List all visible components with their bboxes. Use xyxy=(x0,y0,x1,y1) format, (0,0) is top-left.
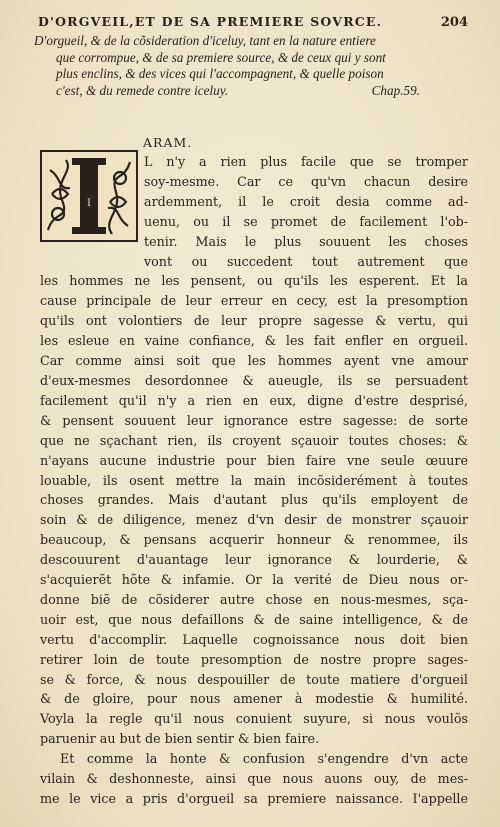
text-line: cause principale de leur erreur en cecy, est la presomption xyxy=(40,293,468,309)
text-line: qu'ils ont volontiers de leur propre sagesse & vertu, qui xyxy=(40,313,468,329)
text-line: soin & de diligence, menez d'vn desir de monstrer sçauoir xyxy=(40,512,468,528)
text-line: uoir est, que nous defaillons & de saine intelligence, & de xyxy=(40,611,468,627)
text-line: L n'y a rien plus facile que se tromper xyxy=(144,154,468,169)
chapter-summary xyxy=(34,33,466,99)
summary-line: D'orgueil, & de la cõsideration d'iceluy, tant en la nature entiere xyxy=(34,33,376,48)
text-line: uenu, ou il se promet de facilement l'ob- xyxy=(144,213,468,229)
running-title: D'ORGVEIL,ET DE SA PREMIERE SOVRCE. xyxy=(38,14,383,29)
text-line: vertu d'accomplir. Laquelle cognoissance nous doit bien xyxy=(40,631,468,647)
text-line: vont ou succedent tout autrement que xyxy=(144,253,468,269)
text-line: tenir. Mais le plus souuent les choses xyxy=(144,233,468,249)
text-line: Voyla la regle qu'il nous conuient suyure, si nous voulõs xyxy=(40,711,468,727)
speaker-heading: ARAM. xyxy=(143,135,193,150)
text-line: descouurent d'auantage leur ignorance & lourderie, & xyxy=(40,552,468,568)
text-line: paruenir au but de bien sentir & bien faire. xyxy=(40,731,320,747)
summary-line: c'est, & du remede contre iceluy. xyxy=(56,82,229,98)
text-line: & pensent souuent leur ignorance estre sagesse: de sorte xyxy=(40,412,468,428)
text-line: se & force, & nous despouiller de toute matiere d'orgueil xyxy=(40,671,468,687)
text-line: retirer loin de toute presomption de nostre propre sages- xyxy=(40,651,468,667)
text-line: les esleue en vaine confiance, & les fait enfler en orgueil. xyxy=(40,333,468,349)
text-line: louable, ils osent mettre la main incõsiderément à toutes xyxy=(40,472,468,488)
text-line: les hommes ne les pensent, ou qu'ils les esperent. Et la xyxy=(40,273,468,289)
running-head xyxy=(38,14,468,30)
text-line: me le vice a pris d'orgueil sa premiere naissance. I'appelle xyxy=(40,791,468,806)
text-line: & de gloire, pour nous amener à modestie & humilité. xyxy=(40,691,468,707)
text-line: Car comme ainsi soit que les hommes ayent vne amour xyxy=(40,353,468,369)
text-line: donne biẽ de cõsiderer autre chose en nous-mesmes, sça- xyxy=(40,591,468,607)
summary-line: que corrompue, & de sa premiere source, & de ceux qui y sont xyxy=(56,49,386,65)
text-line: n'ayans aucune industrie pour bien faire vne seule œuure xyxy=(40,452,468,468)
text-line: vilain & deshonneste, ainsi que nous auons ouy, de mes- xyxy=(40,771,468,787)
text-line: choses grandes. Mais d'autant plus qu'ils employent de xyxy=(40,492,468,508)
text-line: soy-mesme. Car ce qu'vn chacun desire xyxy=(144,173,468,189)
text-line: beaucoup, & pensans acquerir honneur & renommee, ils xyxy=(40,532,468,548)
text-line: facilement qu'il n'y a rien en eux, digne d'estre desprisé, xyxy=(40,392,468,408)
chapter-number: Chap.59. xyxy=(371,82,420,98)
summary-line: plus enclins, & des vices qui l'accompagnent, & quelle poison xyxy=(56,66,384,81)
text-line: d'eux-mesmes desordonnee & aueugle, ils se persuadent xyxy=(40,372,468,388)
text-line: s'acquierẽt hõte & infamie. Or la verité de Dieu nous or- xyxy=(40,572,468,588)
body-text xyxy=(40,152,468,809)
dropcap-letter: I xyxy=(87,198,91,209)
page-number: 204 xyxy=(440,15,468,30)
text-line: que ne sçachant rien, ils croyent sçauoir toutes choses: & xyxy=(40,432,468,448)
text-line: ardemment, il le croit desia comme ad- xyxy=(144,193,468,209)
summary-last-line xyxy=(34,83,466,100)
text-line: Et comme la honte & confusion s'engendre d'vn acte xyxy=(60,751,468,767)
